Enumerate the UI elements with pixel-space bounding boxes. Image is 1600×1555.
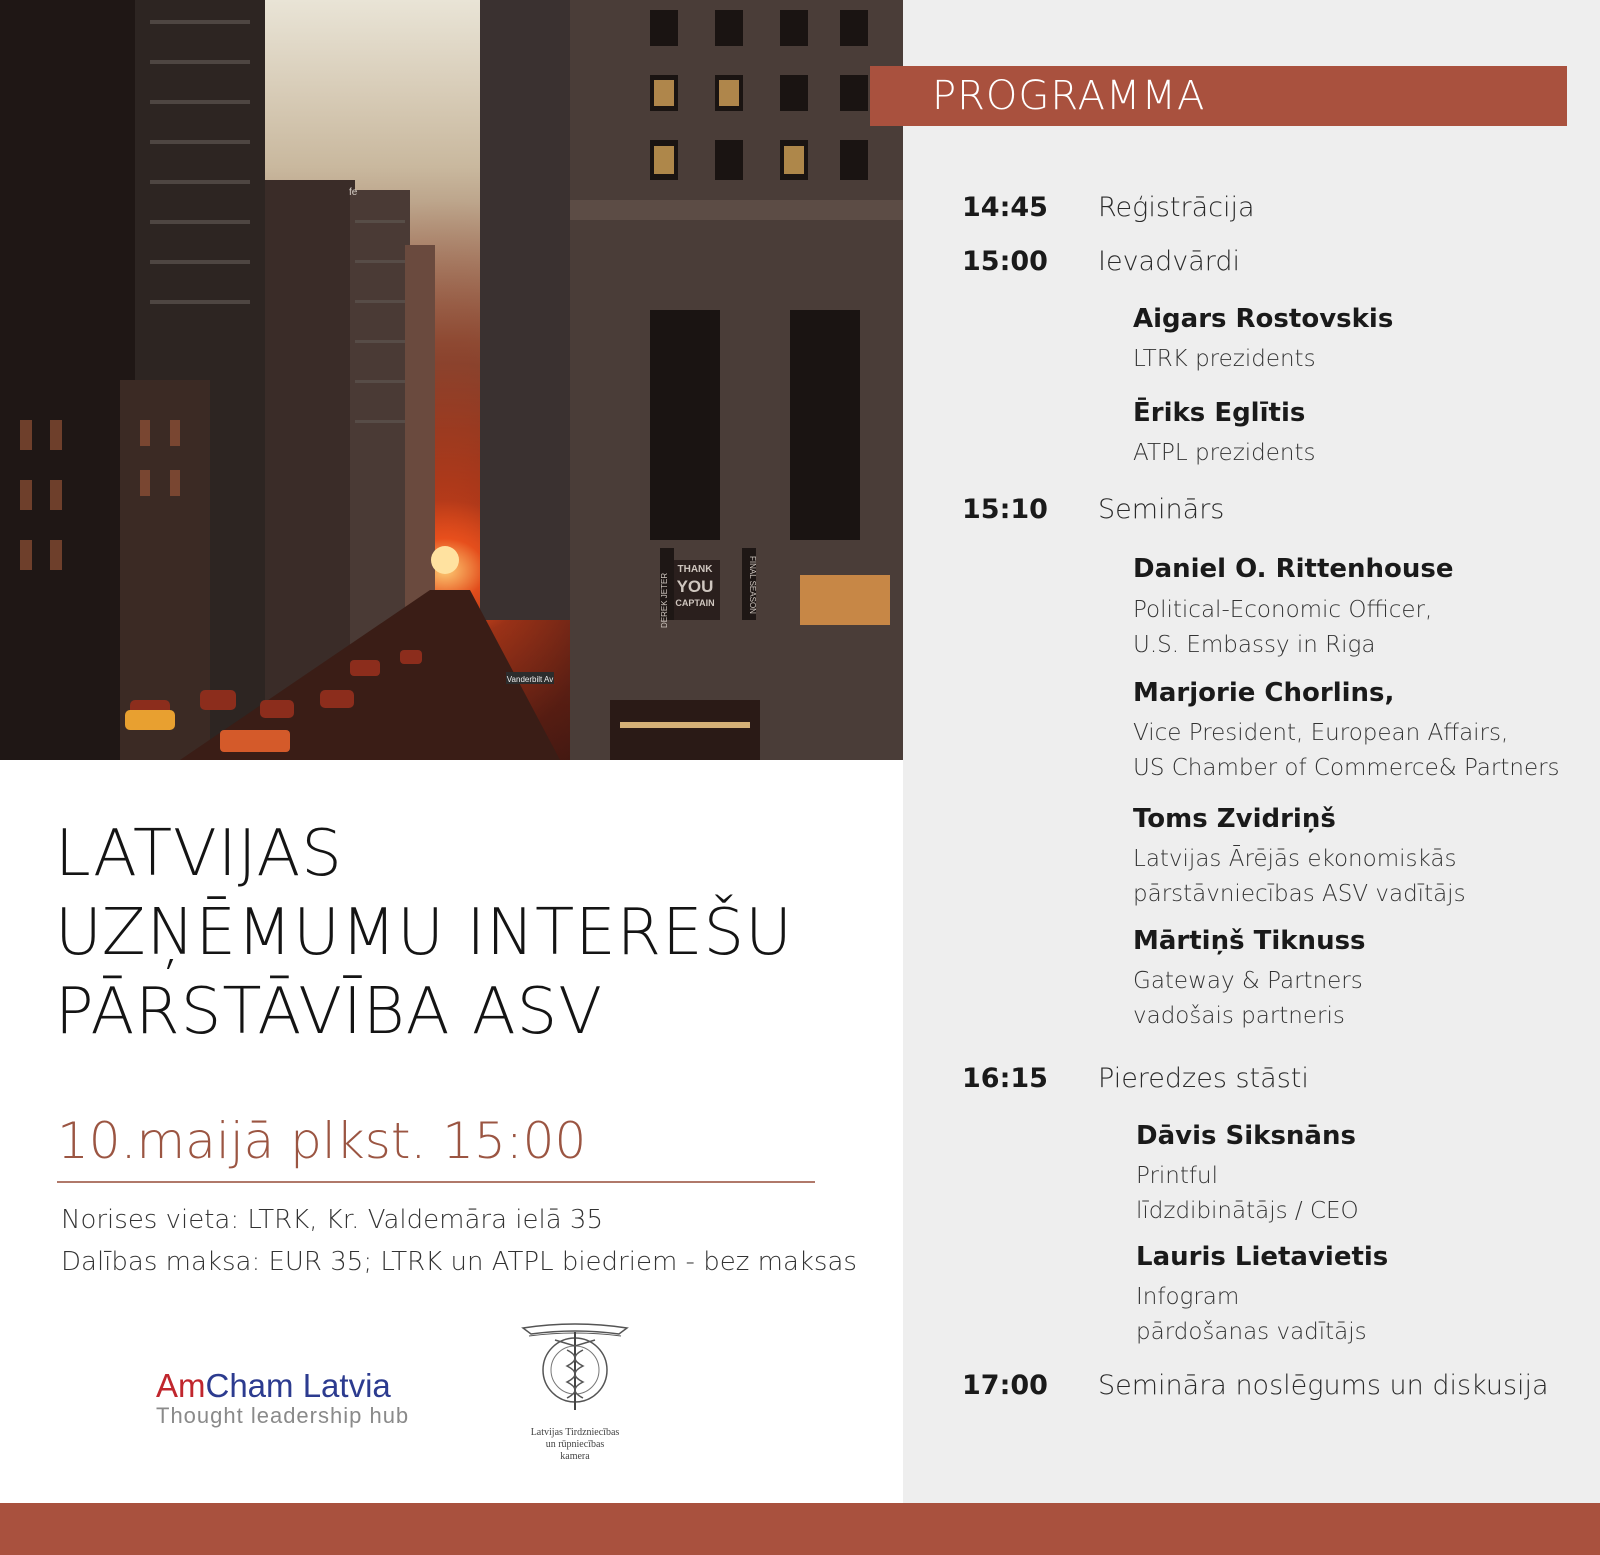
speaker-org: līdzdibinātājs / CEO <box>1136 1198 1359 1224</box>
venue-info: Norises vieta: LTRK, Kr. Valdemāra ielā 35 <box>61 1205 603 1235</box>
schedule-title: Reģistrācija <box>1098 192 1255 223</box>
city-skyline-illustration <box>0 0 903 760</box>
speaker-role: Printful <box>1136 1163 1218 1189</box>
ltrk-caption-line-1: Latvijas Tirdzniecības <box>530 1427 620 1438</box>
program-banner <box>870 66 1567 126</box>
amcham-am: Am <box>156 1367 206 1404</box>
sign-thank: THANK <box>677 564 713 575</box>
fee-info: Dalības maksa: EUR 35; LTRK un ATPL biedriem - bez maksas <box>61 1247 857 1277</box>
event-title <box>55 815 875 1052</box>
amcham-tagline: Thought leadership hub <box>156 1403 410 1428</box>
title-line-1: LATVIJAS <box>55 817 343 891</box>
speaker-name: Dāvis Siksnāns <box>1136 1121 1356 1151</box>
amcham-logo <box>156 1368 409 1428</box>
ltrk-caption-line-2: un rūpniecības <box>545 1439 605 1450</box>
event-date: 10.maijā plkst. 15:00 <box>57 1112 587 1170</box>
speaker-org: vadošais partneris <box>1133 1003 1345 1029</box>
sign-jeter: DEREK JETER <box>660 572 669 628</box>
speaker-org: U.S. Embassy in Riga <box>1133 632 1376 658</box>
amcham-cham: Cham Latvia <box>205 1367 391 1404</box>
ltrk-emblem-icon <box>515 1320 635 1420</box>
speaker-role: Infogram <box>1136 1284 1240 1310</box>
sign-fe: fe <box>349 187 358 198</box>
schedule-title: Semināra noslēgums un diskusija <box>1098 1370 1549 1401</box>
schedule-time: 14:45 <box>962 192 1048 223</box>
speaker-org: pārstāvniecības ASV vadītājs <box>1133 881 1466 907</box>
speaker-role: Latvijas Ārējās ekonomiskās <box>1133 846 1457 872</box>
ltrk-caption-line-3: kamera <box>560 1451 590 1462</box>
schedule-title: Ievadvārdi <box>1098 246 1241 277</box>
bottom-accent-bar <box>0 1503 1600 1555</box>
schedule-title: Seminārs <box>1098 494 1225 525</box>
speaker-name: Ēriks Eglītis <box>1133 398 1306 428</box>
speaker-name: Marjorie Chorlins, <box>1133 678 1395 708</box>
speaker-role: ATPL prezidents <box>1133 440 1316 466</box>
schedule-time: 17:00 <box>962 1370 1048 1401</box>
speaker-role: Gateway & Partners <box>1133 968 1363 994</box>
speaker-org: US Chamber of Commerce& Partners <box>1133 755 1560 781</box>
date-divider <box>57 1181 815 1183</box>
schedule-time: 16:15 <box>962 1063 1048 1094</box>
ltrk-logo <box>515 1320 635 1463</box>
speaker-role: LTRK prezidents <box>1133 346 1316 372</box>
sign-captain: CAPTAIN <box>675 598 715 608</box>
schedule-title: Pieredzes stāsti <box>1098 1063 1309 1094</box>
sign-vanderbilt: Vanderbilt Av <box>506 675 554 684</box>
speaker-name: Daniel O. Rittenhouse <box>1133 554 1454 584</box>
speaker-name: Lauris Lietavietis <box>1136 1242 1389 1272</box>
title-line-2: UZŅĒMUMU INTEREŠU <box>55 896 793 970</box>
schedule-time: 15:00 <box>962 246 1048 277</box>
program-panel <box>903 0 1600 1503</box>
speaker-role: Vice President, European Affairs, <box>1133 720 1509 746</box>
speaker-name: Aigars Rostovskis <box>1133 304 1394 334</box>
speaker-org: pārdošanas vadītājs <box>1136 1319 1367 1345</box>
speaker-name: Mārtiņš Tiknuss <box>1133 926 1366 956</box>
sign-final-season: FINAL SEASON <box>748 556 757 614</box>
schedule-time: 15:10 <box>962 494 1048 525</box>
title-line-3: PĀRSTĀVĪBA ASV <box>55 975 604 1049</box>
speaker-name: Toms Zvidriņš <box>1133 804 1336 834</box>
speaker-role: Political-Economic Officer, <box>1133 597 1433 623</box>
program-heading: PROGRAMMA <box>932 73 1206 119</box>
city-sunset-photo <box>0 0 903 760</box>
sign-you: YOU <box>676 577 714 596</box>
